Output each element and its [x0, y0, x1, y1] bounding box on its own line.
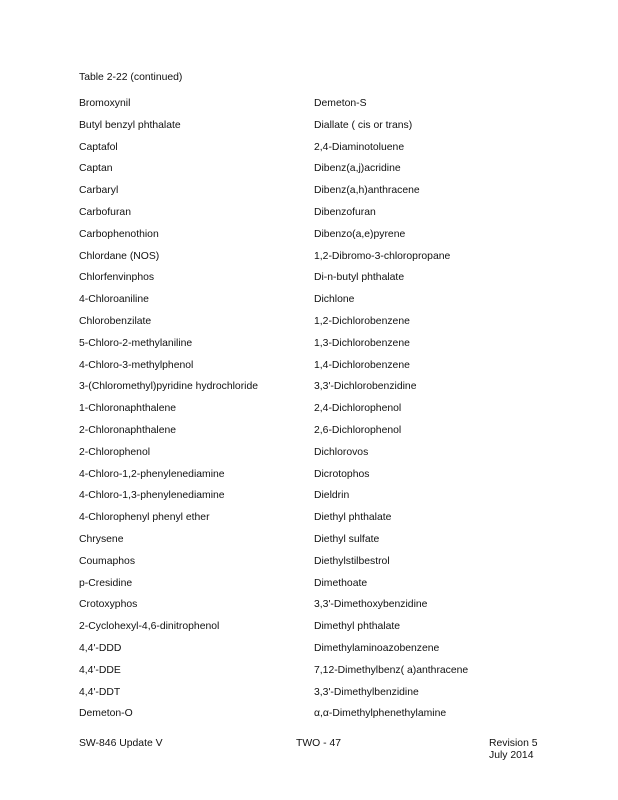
footer-date: July 2014	[489, 750, 534, 761]
list-item: 1,2-Dichlorobenzene	[314, 315, 410, 327]
list-item: 3,3'-Dimethoxybenzidine	[314, 599, 428, 611]
list-item: 2,4-Dichlorophenol	[314, 403, 402, 415]
list-item: Captan	[79, 163, 113, 175]
list-item: 7,12-Dimethylbenz( a)anthracene	[314, 664, 469, 676]
list-item: Chlordane (NOS)	[79, 250, 160, 262]
list-item: 4-Chloro-3-methylphenol	[79, 359, 194, 371]
list-item: 3,3'-Dimethylbenzidine	[314, 686, 419, 698]
list-item: Dimethyl phthalate	[314, 621, 401, 633]
footer-revision-block	[489, 738, 538, 762]
footer-document-id: SW-846 Update V	[79, 738, 163, 749]
list-item: 4-Chloroaniline	[79, 294, 149, 306]
list-item: Butyl benzyl phthalate	[79, 119, 181, 131]
list-item: 1-Chloronaphthalene	[79, 403, 177, 415]
list-item: 3-(Chloromethyl)pyridine hydrochloride	[79, 381, 259, 393]
list-item: 1,2-Dibromo-3-chloropropane	[314, 250, 451, 262]
list-item: 4-Chloro-1,3-phenylenediamine	[79, 490, 225, 502]
list-item: 5-Chloro-2-methylaniline	[79, 337, 193, 349]
list-item: Captafol	[79, 141, 118, 153]
list-item: 4-Chloro-1,2-phenylenediamine	[79, 468, 225, 480]
list-item: Chlorfenvinphos	[79, 272, 155, 284]
list-item: 2-Chloronaphthalene	[79, 424, 177, 436]
list-item: p-Cresidine	[79, 577, 133, 589]
list-item: α,α-Dimethylphenethylamine	[314, 708, 447, 720]
list-item: 2-Chlorophenol	[79, 446, 151, 458]
compound-list-left	[79, 98, 309, 730]
list-item: Carbaryl	[79, 185, 119, 197]
list-item: Diethyl sulfate	[314, 533, 380, 545]
list-item: 1,4-Dichlorobenzene	[314, 359, 410, 371]
list-item: Di-n-butyl phthalate	[314, 272, 405, 284]
list-item: Dibenzofuran	[314, 206, 376, 218]
list-item: Dimethylaminoazobenzene	[314, 642, 440, 654]
list-item: Diethyl phthalate	[314, 512, 392, 524]
list-item: Carbophenothion	[79, 228, 159, 240]
list-item: Diethylstilbestrol	[314, 555, 390, 567]
list-item: Dichlorovos	[314, 446, 369, 458]
list-item: 1,3-Dichlorobenzene	[314, 337, 410, 349]
list-item: Chlorobenzilate	[79, 315, 152, 327]
list-item: 4,4'-DDE	[79, 664, 121, 676]
list-item: Demeton-S	[314, 98, 367, 109]
list-item: Diallate ( cis or trans)	[314, 119, 413, 131]
footer-page-number: TWO - 47	[296, 738, 342, 749]
list-item: Dicrotophos	[314, 468, 370, 480]
list-item: 2-Cyclohexyl-4,6-dinitrophenol	[79, 621, 220, 633]
list-item: 2,4-Diaminotoluene	[314, 141, 405, 153]
list-item: Dieldrin	[314, 490, 350, 502]
list-item: 4-Chlorophenyl phenyl ether	[79, 512, 210, 524]
list-item: Dibenz(a,h)anthracene	[314, 185, 420, 197]
footer-revision: Revision 5	[489, 738, 538, 749]
list-item: Dibenz(a,j)acridine	[314, 163, 401, 175]
list-item: Coumaphos	[79, 555, 136, 567]
list-item: 3,3'-Dichlorobenzidine	[314, 381, 417, 393]
list-item: Bromoxynil	[79, 98, 131, 109]
list-item: Chrysene	[79, 533, 124, 545]
list-item: Crotoxyphos	[79, 599, 138, 611]
list-item: Demeton-O	[79, 708, 133, 720]
list-item: 2,6-Dichlorophenol	[314, 424, 402, 436]
list-item: 4,4'-DDD	[79, 642, 122, 654]
list-item: Dichlone	[314, 294, 355, 306]
list-item: Dimethoate	[314, 577, 368, 589]
list-item: Carbofuran	[79, 206, 131, 218]
list-item: Dibenzo(a,e)pyrene	[314, 228, 406, 240]
table-caption: Table 2-22 (continued)	[79, 72, 183, 83]
compound-list-right	[314, 98, 584, 730]
list-item: 4,4'-DDT	[79, 686, 121, 698]
